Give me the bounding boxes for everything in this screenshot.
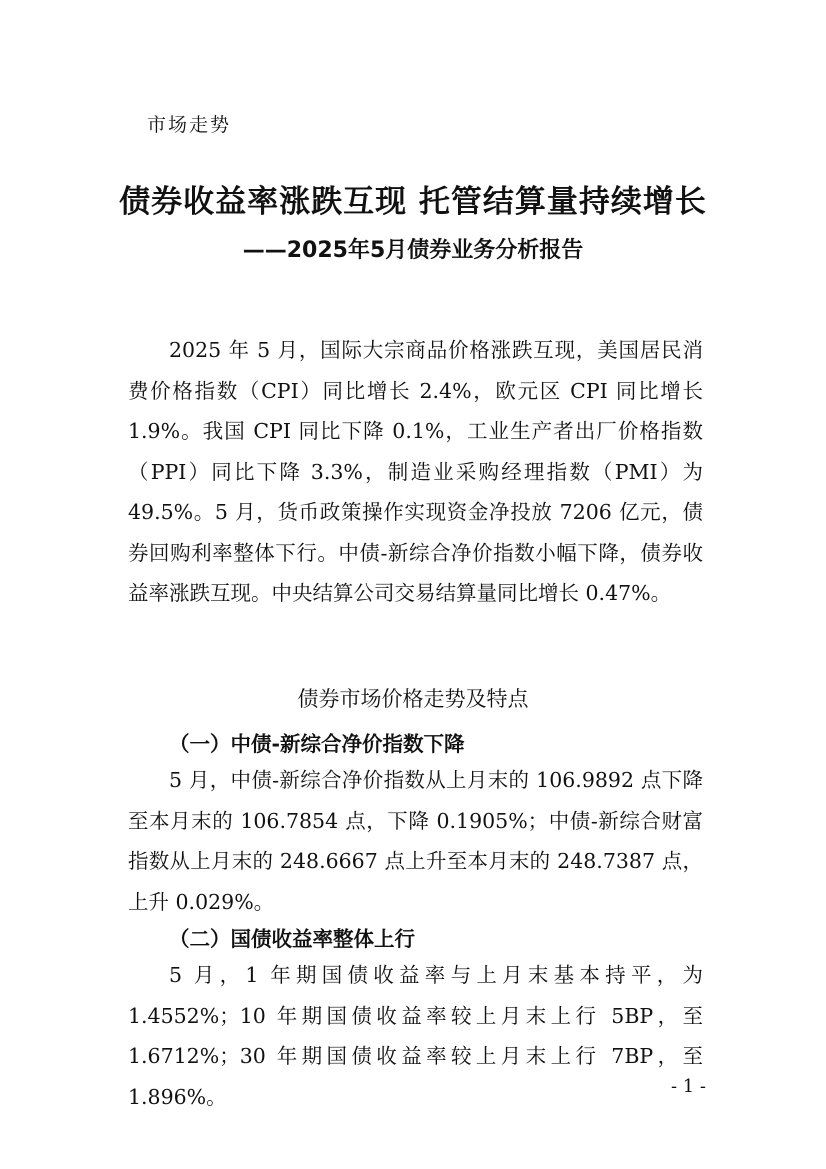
section-title: 债券市场价格走势及特点 [297,687,529,711]
document-subtitle: ——2025年5月债券业务分析报告 [242,238,584,263]
subsection-paragraph-1: 5 月，中债-新综合净价指数从上月末的 106.9892 点下降至本月末的 106.7854 点，下降 0.1905%；中债-新综合财富指数从上月末的 248.6667 点上升至本月末的 248.7387 点，上升 0.029%。 [128,768,703,914]
intro-paragraph: 2025 年 5 月，国际大宗商品价格涨跌互现，美国居民消费价格指数（CPI）同比增长 2.4%，欧元区 CPI 同比增长 1.9%。我国 CPI 同比下降 0.1%，工业生产者出厂价格指数（PPI）同比下降 3.3%，制造业采购经理指数（PMI）为 49.5%。5 月，货币政策操作实现资金净投放 7206 亿元，债券回购利率整体下行。中债-新综合净价指数小幅下降，债券收益率涨跌互现。中央结算公司交易结算量同比增长 0.47%。 [128,338,703,605]
page-number: - 1 - [670,1076,706,1097]
subsection-heading-1: （一）中债-新综合净价指数下降 [169,732,465,756]
section-kicker: 市场走势 [147,114,232,136]
subsection-heading-2: （二）国债收益率整体上行 [169,927,415,951]
subsection-paragraph-2: 5 月，1 年期国债收益率与上月末基本持平，为 1.4552%；10 年期国债收益率较上月末上行 5BP，至 1.6712%；30 年期国债收益率较上月末上行 7BP，至 1.896%。 [128,963,703,1109]
document-title: 债券收益率涨跌互现 托管结算量持续增长 [119,184,707,220]
